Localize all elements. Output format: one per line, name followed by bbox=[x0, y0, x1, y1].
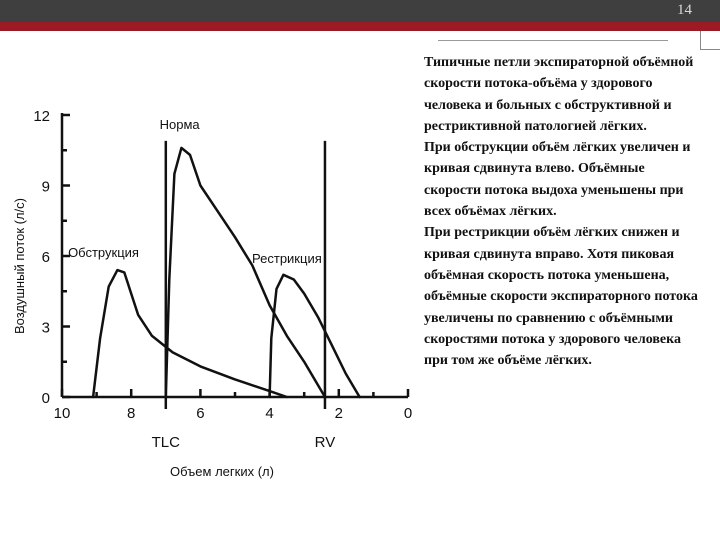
x-tick-label: 8 bbox=[127, 405, 136, 422]
y-tick-label: 6 bbox=[41, 249, 50, 266]
x-axis-label: Объем легких (л) bbox=[170, 464, 274, 479]
page-number: 14 bbox=[677, 2, 692, 18]
y-tick-label: 3 bbox=[41, 319, 50, 337]
slide-top-bar bbox=[0, 0, 720, 22]
y-tick-label: 9 bbox=[41, 178, 50, 196]
paragraph-obstruction: При обструкции объём лёгких увеличен и кривая сдвинута влево. Объёмные скорости потока выдоха уменьшены при всех объёмах лёгких. bbox=[424, 140, 691, 220]
corner-decoration bbox=[700, 31, 720, 50]
x-tick-label: 0 bbox=[403, 405, 413, 422]
series-label-2: Рестрикция bbox=[252, 251, 322, 267]
x-tick-label: 2 bbox=[334, 405, 343, 422]
x-tick-label: 4 bbox=[265, 405, 274, 422]
x-tick-label: 10 bbox=[53, 405, 71, 422]
paragraph-intro: Типичные петли экспираторной объёмной скорости потока-объёма у здорового человека и больных с обструктивной и рестриктивной патологией лёгких. bbox=[424, 55, 694, 134]
y-tick-label: 0 bbox=[41, 390, 50, 407]
x-tick-label: 6 bbox=[196, 405, 205, 422]
series-label-0: Норма bbox=[159, 117, 200, 133]
slide-accent-bar bbox=[0, 22, 720, 31]
series-line-1 bbox=[93, 270, 287, 397]
paragraph-restriction: При рестрикции объём лёгких снижен и кривая сдвинута вправо. Хотя пиковая объёмная скорость потока уменьшена, объёмные скорости экспираторного потока увеличены по сравнению с объёмными скоростями потока у здорового человека при том же объёме лёгких. bbox=[424, 225, 698, 369]
marker-rv-label: RV bbox=[314, 434, 336, 451]
description-text bbox=[424, 52, 704, 371]
y-tick-label: 12 bbox=[33, 108, 50, 125]
flow-volume-chart bbox=[0, 90, 420, 480]
marker-tlc-label: TLC bbox=[151, 434, 180, 451]
header-rule bbox=[438, 40, 668, 41]
series-label-1: Обструкция bbox=[68, 245, 139, 261]
y-axis-label: Воздушный поток (л/с) bbox=[12, 197, 27, 335]
